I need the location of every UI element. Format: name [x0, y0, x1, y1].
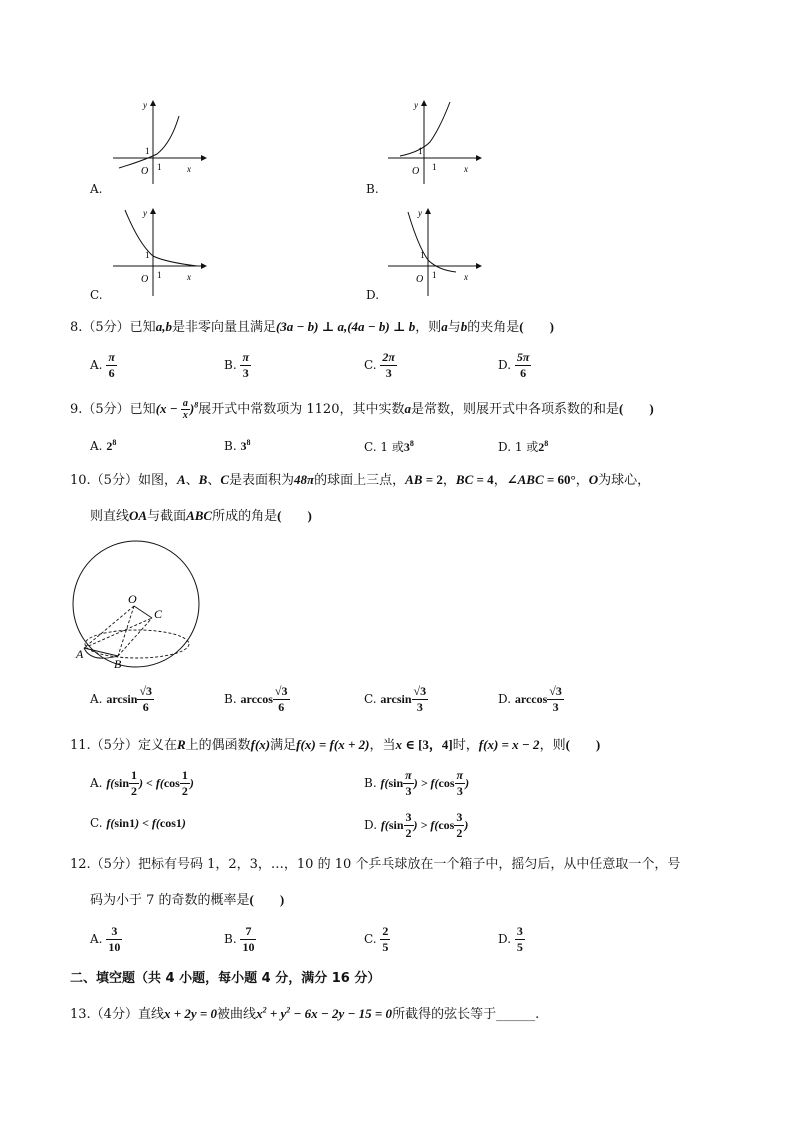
label-a: A	[76, 647, 84, 661]
graph-d	[380, 206, 490, 298]
svg-text:1: 1	[157, 162, 162, 172]
q12-option-d[interactable]: D. $\frac{3}{5}$	[498, 924, 523, 954]
label-o: O	[128, 592, 137, 606]
svg-text:x: x	[464, 164, 468, 174]
q8-option-a[interactable]: A. $\frac{\pi}{6}$	[90, 350, 115, 380]
q8-option-b[interactable]: B. $\frac{\pi}{3}$	[224, 350, 250, 380]
question-10-stem-line2: 则直线OA与截面ABC所成的角是( )	[90, 508, 312, 524]
sphere-figure	[66, 538, 206, 674]
question-8-stem: 8.（5分）已知a,b是非零向量且满足(3a − b) ⊥ a,(4a − b) ⊥ b，则a与b的夹角是( )	[70, 319, 554, 335]
q10-option-a[interactable]: A. arcsin $\frac{√3}{6}$	[90, 684, 153, 714]
q12-option-c[interactable]: C. $\frac{2}{5}$	[364, 924, 389, 954]
svg-text:x: x	[187, 164, 191, 174]
svg-text:1: 1	[432, 162, 437, 172]
svg-text:x: x	[464, 272, 468, 282]
q11-option-d[interactable]: D. f(sin $\frac{3}{2}$ ) > f(cos $\frac{3}{2}$ )	[364, 810, 469, 840]
svg-text:O: O	[416, 274, 424, 285]
q12-option-b[interactable]: B. $\frac{7}{10}$	[224, 924, 255, 954]
label-c: C	[154, 607, 163, 621]
q12-option-a[interactable]: A. $\frac{3}{10}$	[90, 924, 121, 954]
svg-text:y: y	[143, 100, 147, 110]
question-10-stem: 10.（5分）如图，A、B、C是表面积为48π的球面上三点，AB = 2，BC = 4，∠ABC = 60°，O为球心，	[70, 472, 651, 488]
question-12-line2: 码为小于 7 的奇数的概率是( )	[90, 892, 285, 908]
svg-text:O: O	[412, 166, 420, 177]
answer-blank[interactable]: ______	[496, 1007, 536, 1022]
graph-a	[105, 98, 215, 186]
svg-text:O: O	[141, 274, 149, 285]
q9-option-c[interactable]: C. 1 或$3^8$	[364, 439, 414, 454]
q9-option-a[interactable]: A. $2^8$	[90, 438, 117, 453]
question-13-stem: 13.（4分）直线x + 2y = 0被曲线$x^2 + y^2 - 6x - 2y - 15 = 0$所截得的弦长等于______.	[70, 1005, 540, 1022]
q11-option-b[interactable]: B. f(sin $\frac{\pi}{3}$ ) > f(cos $\frac{\pi}{3}$ )	[364, 768, 470, 798]
svg-text:O: O	[141, 166, 149, 177]
q11-option-c[interactable]: C. f(sin1) < f(cos1)	[90, 816, 186, 830]
svg-text:y: y	[418, 208, 422, 218]
q9-option-b[interactable]: B. $3^8$	[224, 438, 251, 453]
q8-option-c[interactable]: C. $\frac{2\pi}{3}$	[364, 350, 395, 380]
q10-option-b[interactable]: B. arccos $\frac{√3}{6}$	[224, 684, 288, 714]
svg-text:y: y	[143, 208, 147, 218]
question-12-line1: 12.（5分）把标有号码 1，2，3，…，10 的 10 个乒乓球放在一个箱子中，摇匀后，从中任意取一个，号	[70, 857, 681, 872]
svg-text:1: 1	[145, 250, 150, 260]
question-9-stem: 9.（5分）已知(x − $\frac{a}{x}$ )$^8$展开式中常数项为 1120，其中实数a是常数，则展开式中各项系数的和是( )	[70, 398, 654, 421]
q11-option-a[interactable]: A. f(sin $\frac{1}{2}$ ) < f(cos $\frac{1}{2}$ )	[90, 768, 194, 798]
graph-b	[380, 98, 490, 186]
svg-text:y: y	[414, 100, 418, 110]
q8-option-d[interactable]: D. $\frac{5\pi}{6}$	[498, 350, 530, 380]
svg-text:1: 1	[420, 250, 425, 260]
svg-text:1: 1	[157, 270, 162, 280]
q9-option-d[interactable]: D. 1 或$2^8$	[498, 439, 549, 454]
graph-c-label: C.	[90, 288, 103, 302]
graph-d-label: D.	[366, 288, 380, 302]
graph-a-label: A.	[90, 182, 103, 196]
question-11-stem: 11.（5分）定义在R上的偶函数f(x)满足f(x) = f(x + 2)，当x ∈ [3，4]时，f(x) = x − 2，则( )	[70, 737, 601, 753]
label-b: B	[114, 657, 122, 671]
svg-text:1: 1	[418, 146, 423, 156]
svg-text:x: x	[187, 272, 191, 282]
svg-text:1: 1	[145, 146, 150, 156]
section-2-heading: 二、填空题（共 4 小题，每小题 4 分，满分 16 分）	[70, 971, 381, 986]
svg-text:1: 1	[432, 270, 437, 280]
graph-c	[105, 206, 215, 298]
graph-b-label: B.	[366, 182, 379, 196]
q10-option-c[interactable]: C. arcsin $\frac{√3}{3}$	[364, 684, 427, 714]
q10-option-d[interactable]: D. arccos $\frac{√3}{3}$	[498, 684, 562, 714]
